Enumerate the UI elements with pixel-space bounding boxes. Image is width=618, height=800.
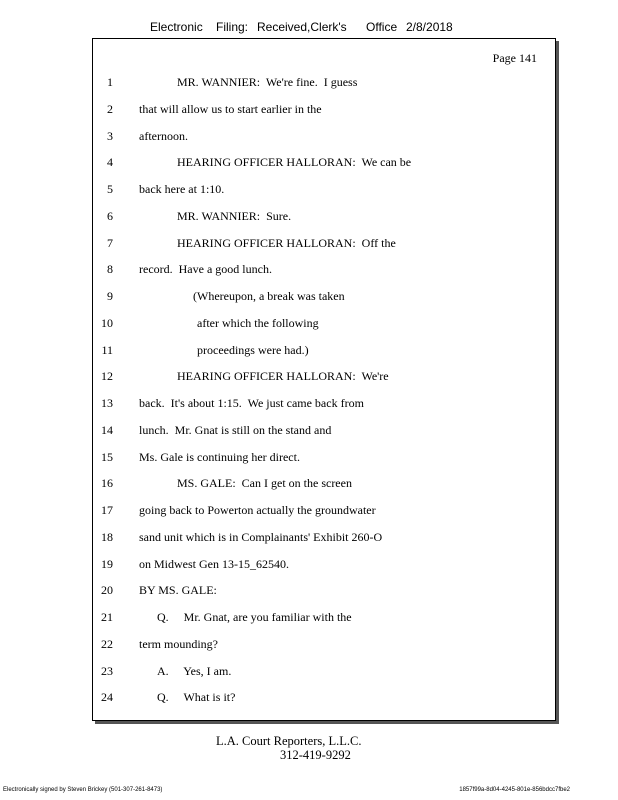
line-number: 17 — [101, 503, 113, 517]
line-number: 12 — [101, 369, 113, 384]
page-number: Page 141 — [492, 51, 537, 65]
transcript-line — [93, 610, 555, 626]
line-number: 2 — [107, 101, 113, 116]
line-text: on Midwest Gen 13-15_62540. — [139, 556, 289, 571]
transcript-line — [93, 129, 555, 145]
line-text: (Whereupon, a break was taken — [193, 289, 345, 303]
footer-phone: 312-419-9292 — [280, 748, 351, 762]
transcript-line — [93, 182, 555, 198]
line-text: MR. WANNIER: We're fine. I guess — [177, 75, 358, 89]
line-text: back here at 1:10. — [139, 182, 225, 196]
line-text: record. Have a good lunch. — [139, 262, 272, 277]
line-text: afternoon. — [139, 128, 188, 143]
line-number: 13 — [101, 396, 113, 410]
transcript-line — [93, 75, 555, 91]
transcript-line — [93, 423, 555, 439]
line-text: proceedings were had.) — [197, 342, 309, 357]
transcript-line — [93, 557, 555, 573]
line-number: 7 — [107, 235, 113, 250]
line-number: 6 — [107, 208, 113, 223]
line-number: 1 — [107, 75, 113, 89]
line-text: after which the following — [197, 315, 319, 330]
signature-right: 1857f99a-8d04-4245-801e-856bdcc7fbe2 — [459, 787, 570, 793]
transcript-line — [93, 102, 555, 118]
line-text: Q. What is it? — [157, 690, 236, 705]
transcript-line — [93, 690, 555, 706]
footer-company: L.A. Court Reporters, L.L.C. — [216, 734, 362, 748]
line-text: Q. Mr. Gnat, are you familiar with the — [157, 610, 352, 624]
line-text: going back to Powerton actually the groundwater — [139, 503, 376, 517]
transcript-line — [93, 155, 555, 171]
line-number: 15 — [101, 449, 113, 464]
line-text: term mounding? — [139, 636, 218, 651]
transcript-line — [93, 369, 555, 385]
line-text: Ms. Gale is continuing her direct. — [139, 449, 300, 464]
line-number: 23 — [101, 663, 113, 678]
transcript-line — [93, 209, 555, 225]
transcript-page — [92, 38, 556, 721]
transcript-line — [93, 503, 555, 519]
transcript-line — [93, 450, 555, 466]
transcript-line — [93, 316, 555, 332]
transcript-line — [93, 262, 555, 278]
line-number: 20 — [101, 583, 113, 598]
line-text: MS. GALE: Can I get on the screen — [177, 476, 352, 491]
line-text: sand unit which is in Complainants' Exhibit 260-O — [139, 529, 383, 544]
line-number: 22 — [101, 636, 113, 651]
header-date: 2/8/2018 — [406, 20, 453, 34]
transcript-line — [93, 530, 555, 546]
line-text: lunch. Mr. Gnat is still on the stand and — [139, 422, 332, 437]
transcript-line — [93, 343, 555, 359]
line-number: 16 — [101, 476, 113, 491]
line-text: HEARING OFFICER HALLORAN: We can be — [177, 155, 412, 170]
transcript-line — [93, 289, 555, 305]
transcript-line — [93, 236, 555, 252]
line-text: BY MS. GALE: — [139, 583, 217, 598]
line-text: that will allow us to start earlier in the — [139, 101, 322, 116]
line-text: A. Yes, I am. — [157, 663, 232, 678]
line-text: back. It's about 1:15. We just came back from — [139, 396, 364, 410]
line-number: 14 — [101, 422, 113, 437]
transcript-line — [93, 664, 555, 680]
line-number: 5 — [107, 182, 113, 196]
line-number: 24 — [101, 690, 113, 705]
filing-header — [0, 20, 618, 36]
line-number: 11 — [101, 342, 113, 357]
line-number: 4 — [107, 155, 113, 170]
line-text: HEARING OFFICER HALLORAN: Off the — [177, 235, 396, 250]
header-electronic: Electronic — [150, 20, 203, 34]
transcript-line — [93, 583, 555, 599]
signature-left: Electronically signed by Steven Brickey (501-307-261-8473) — [3, 787, 163, 793]
line-text: HEARING OFFICER HALLORAN: We're — [177, 369, 389, 384]
line-number: 8 — [107, 262, 113, 277]
header-filing: Filing: — [216, 20, 249, 34]
header-office: Office — [366, 20, 398, 34]
line-number: 9 — [107, 289, 113, 303]
line-text: MR. WANNIER: Sure. — [177, 208, 292, 223]
line-number: 21 — [101, 610, 113, 624]
transcript-line — [93, 637, 555, 653]
header-received: Received,Clerk's — [257, 20, 347, 34]
line-number: 19 — [101, 556, 113, 571]
line-number: 10 — [101, 315, 113, 330]
transcript-line — [93, 476, 555, 492]
line-number: 3 — [107, 128, 113, 143]
transcript-line — [93, 396, 555, 412]
line-number: 18 — [101, 529, 113, 544]
